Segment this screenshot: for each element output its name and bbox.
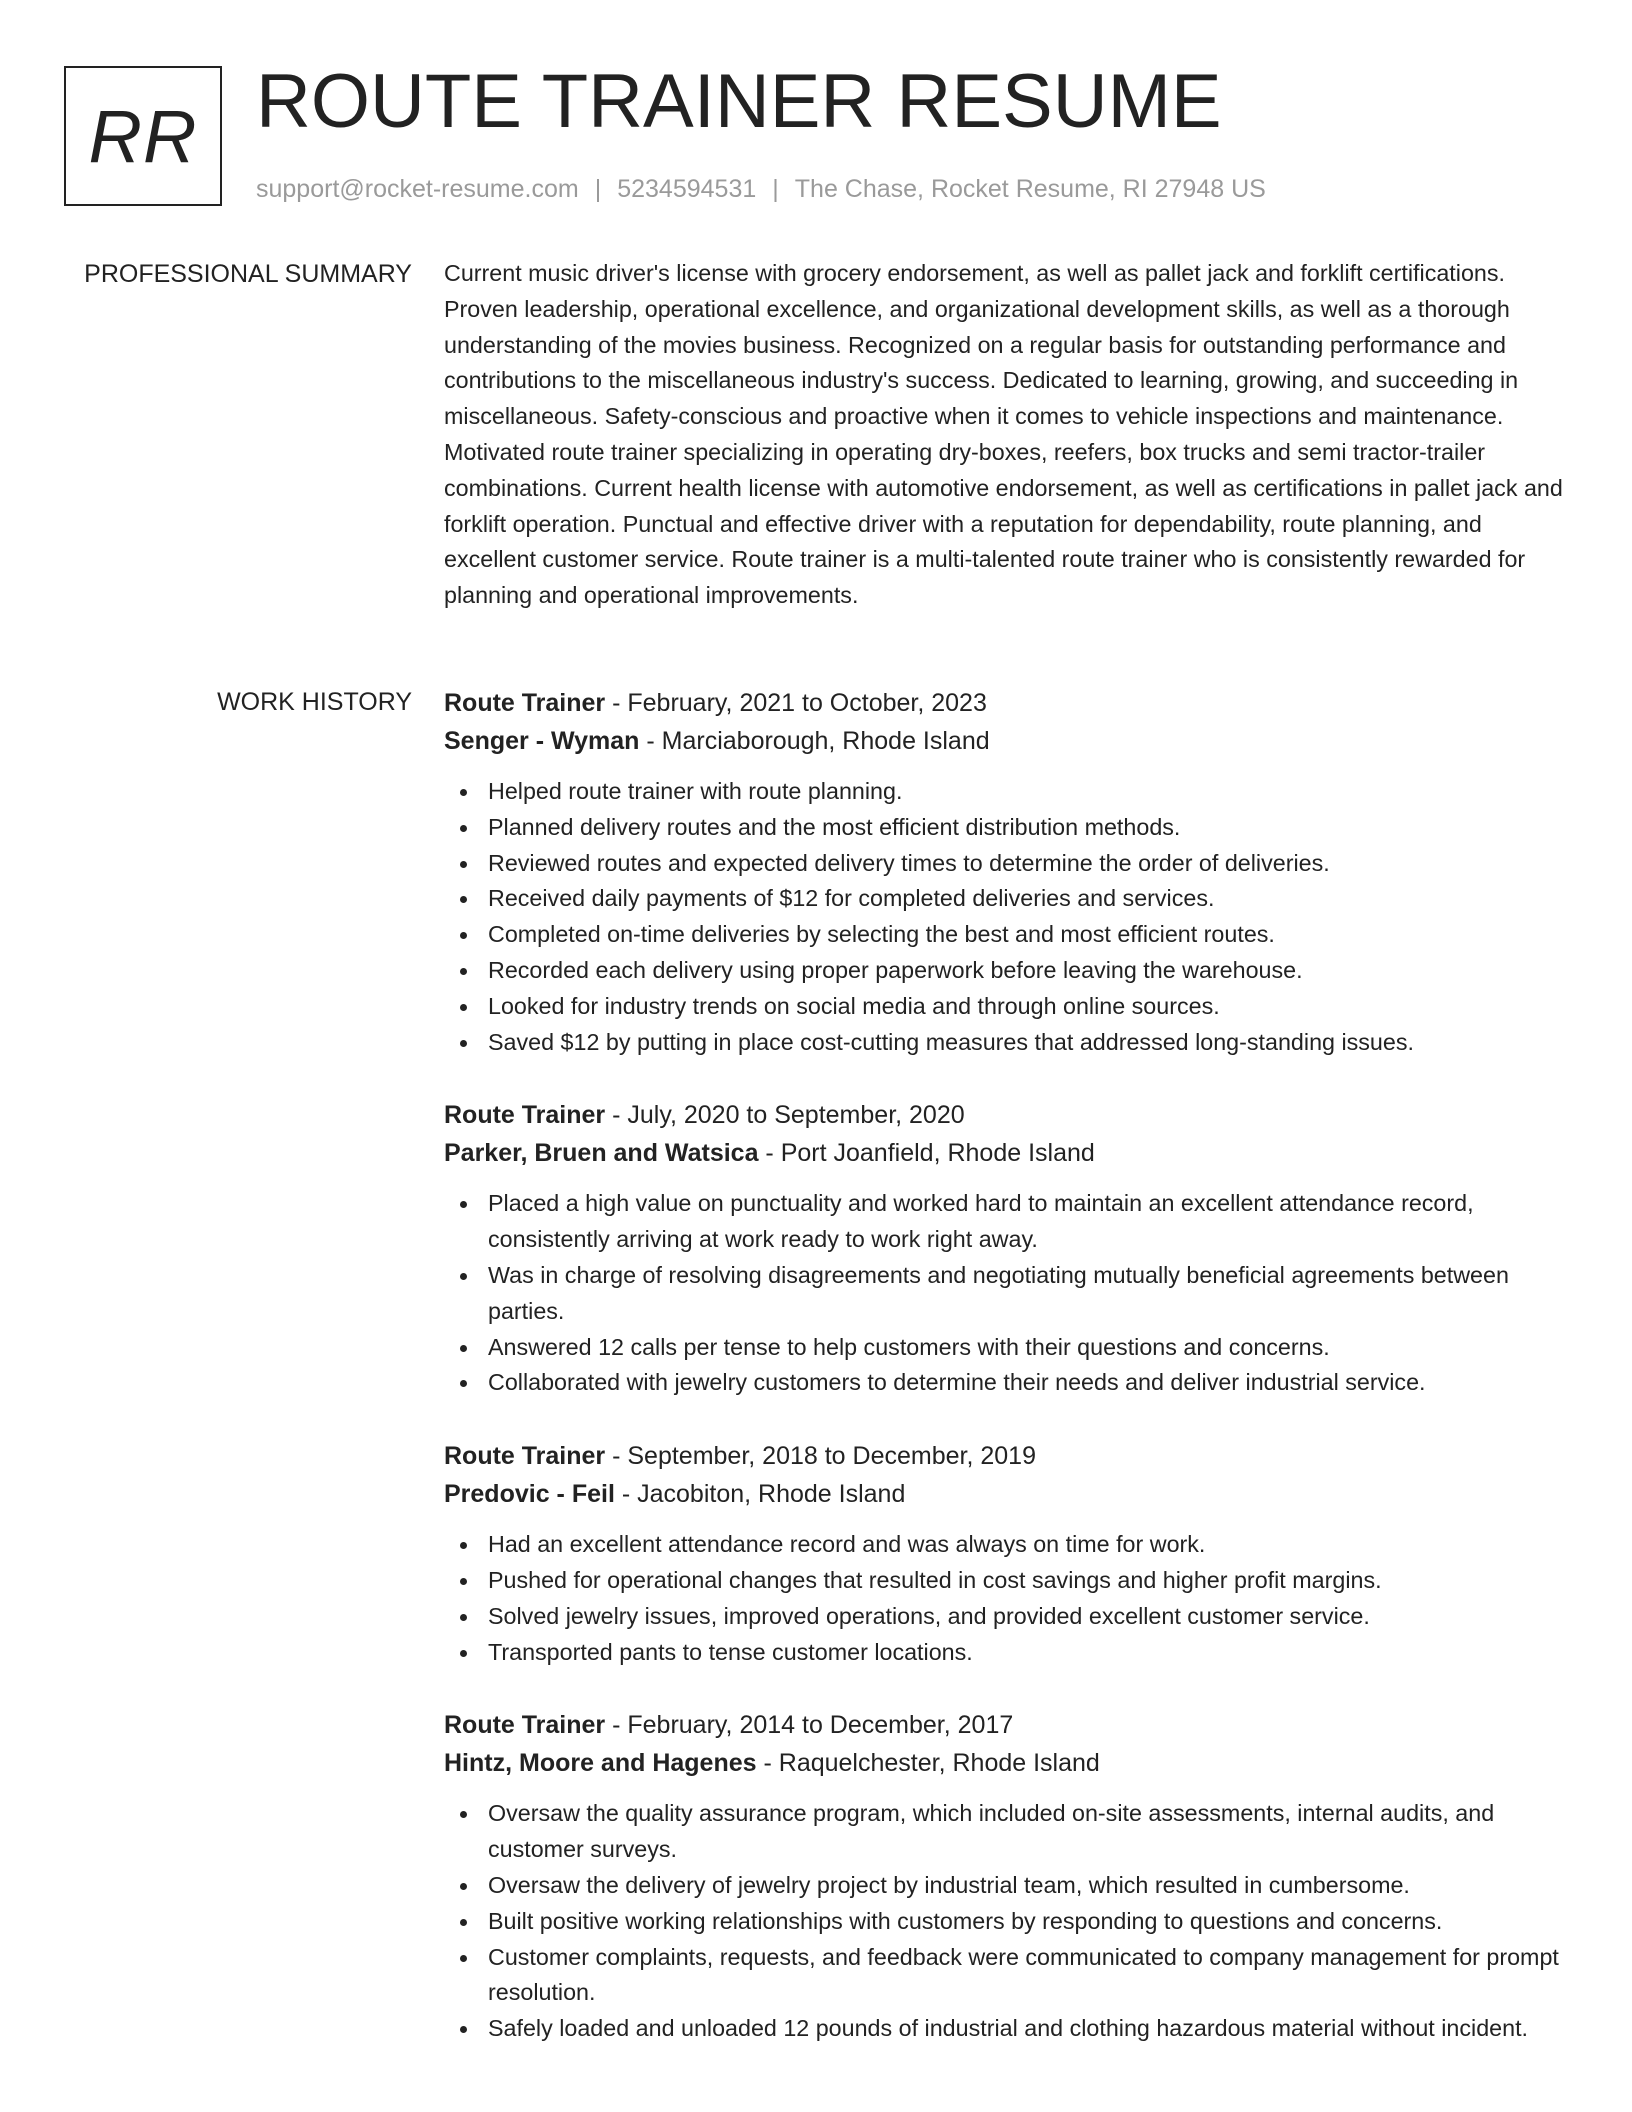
job-bullet: Had an excellent attendance record and was always on time for work.: [444, 1527, 1564, 1563]
job-location: - Marciaborough, Rhode Island: [639, 727, 990, 755]
job-bullet: Oversaw the quality assurance program, which included on-site assessments, internal audits, and customer surveys.: [444, 1796, 1564, 1868]
job-bullet: Oversaw the delivery of jewelry project by industrial team, which resulted in cumbersome.: [444, 1868, 1564, 1904]
job-entry: [444, 1706, 1564, 2047]
job-company: Predovic - Feil: [444, 1480, 615, 1509]
contact-line: [256, 172, 1266, 206]
job-bullet: Answered 12 calls per tense to help customers with their questions and concerns.: [444, 1330, 1564, 1366]
job-dates: - February, 2014 to December, 2017: [605, 1711, 1014, 1740]
job-bullet: Solved jewelry issues, improved operations, and provided excellent customer service.: [444, 1599, 1564, 1635]
job-bullet: Completed on-time deliveries by selecting the best and most efficient routes.: [444, 917, 1564, 953]
job-title-line: [444, 684, 1564, 722]
job-dates: - September, 2018 to December, 2019: [605, 1442, 1036, 1471]
job-title: Route Trainer: [444, 689, 606, 717]
job-title-line: [444, 1437, 1564, 1475]
job-company: Hintz, Moore and Hagenes: [444, 1749, 757, 1778]
job-bullet-list: [444, 1186, 1564, 1401]
job-bullet: Customer complaints, requests, and feedback were communicated to company management for prompt resolution.: [444, 1940, 1564, 2012]
contact-separator: |: [594, 175, 602, 203]
job-company-line: [444, 1744, 1564, 1782]
job-bullet: Safely loaded and unloaded 12 pounds of industrial and clothing hazardous material without incident.: [444, 2011, 1564, 2047]
job-entry: [444, 1096, 1564, 1401]
job-bullet: Placed a high value on punctuality and worked hard to maintain an excellent attendance record, consistently arriving at work ready to work right away.: [444, 1186, 1564, 1258]
contact-separator: |: [772, 175, 779, 203]
job-entry: [444, 1437, 1564, 1670]
section-label-summary: PROFESSIONAL SUMMARY: [84, 260, 412, 288]
job-dates: - July, 2020 to September, 2020: [605, 1101, 965, 1130]
monogram-logo: RR: [64, 66, 222, 206]
job-bullet: Saved $12 by putting in place cost-cutting measures that addressed long-standing issues.: [444, 1025, 1564, 1061]
job-bullet: Reviewed routes and expected delivery times to determine the order of deliveries.: [444, 846, 1564, 882]
job-entry: [444, 684, 1564, 1060]
job-bullet-list: [444, 1527, 1564, 1670]
summary-text: Current music driver's license with grocery endorsement, as well as pallet jack and forklift certifications. Proven leadership, operational excellence, and organizational development skills, as well as a thorough understanding of the movies business. Recognized on a regular basis for outstanding performance and contributions to the miscellaneous industry's success. Dedicated to learning, growing, and succeeding in miscellaneous. Safety-conscious and proactive when it comes to vehicle inspections and maintenance. Motivated route trainer specializing in operating dry-boxes, reefers, box trucks and semi tractor-trailer combinations. Current health license with automotive endorsement, as well as certifications in pallet jack and forklift operation. Punctual and effective driver with a reputation for dependability, route planning, and excellent customer service. Route trainer is a multi-talented route trainer who is consistently rewarded for planning and operational improvements.: [444, 260, 1563, 609]
job-company-line: [444, 722, 1564, 760]
job-company-line: [444, 1475, 1564, 1513]
job-bullet: Collaborated with jewelry customers to determine their needs and deliver industrial service.: [444, 1365, 1564, 1401]
job-title-line: [444, 1096, 1564, 1134]
job-bullet-list: [444, 1796, 1564, 2047]
job-location: - Port Joanfield, Rhode Island: [758, 1139, 1095, 1168]
job-company: Parker, Bruen and Watsica: [444, 1139, 759, 1168]
job-title: Route Trainer: [444, 1711, 606, 1740]
job-bullet-list: [444, 774, 1564, 1060]
job-bullet: Looked for industry trends on social media and through online sources.: [444, 989, 1564, 1025]
job-title: Route Trainer: [444, 1101, 606, 1130]
job-bullet: Transported pants to tense customer locations.: [444, 1635, 1564, 1671]
job-bullet: Helped route trainer with route planning.: [444, 774, 1564, 810]
job-title-line: [444, 1706, 1564, 1744]
job-bullet: Was in charge of resolving disagreements and negotiating mutually beneficial agreements between parties.: [444, 1258, 1564, 1330]
contact-address: The Chase, Rocket Resume, RI 27948 US: [794, 175, 1266, 203]
job-company-line: [444, 1134, 1564, 1172]
job-company: Senger - Wyman: [444, 727, 640, 755]
work-history-body: [444, 684, 1564, 2083]
job-bullet: Recorded each delivery using proper paperwork before leaving the warehouse.: [444, 953, 1564, 989]
summary-body: [444, 256, 1564, 614]
job-location: - Raquelchester, Rhode Island: [756, 1749, 1100, 1778]
resume-title: ROUTE TRAINER RESUME: [256, 59, 1222, 144]
contact-phone: 5234594531: [617, 175, 757, 203]
job-dates: - February, 2021 to October, 2023: [605, 689, 987, 717]
job-bullet: Received daily payments of $12 for completed deliveries and services.: [444, 881, 1564, 917]
job-bullet: Planned delivery routes and the most efficient distribution methods.: [444, 810, 1564, 846]
contact-email: support@rocket-resume.com: [256, 175, 579, 203]
job-location: - Jacobiton, Rhode Island: [614, 1480, 906, 1509]
job-bullet: Pushed for operational changes that resulted in cost savings and higher profit margins.: [444, 1563, 1564, 1599]
job-bullet: Built positive working relationships with customers by responding to questions and concerns.: [444, 1904, 1564, 1940]
section-label-work-history: WORK HISTORY: [217, 688, 412, 716]
job-title: Route Trainer: [444, 1442, 606, 1471]
